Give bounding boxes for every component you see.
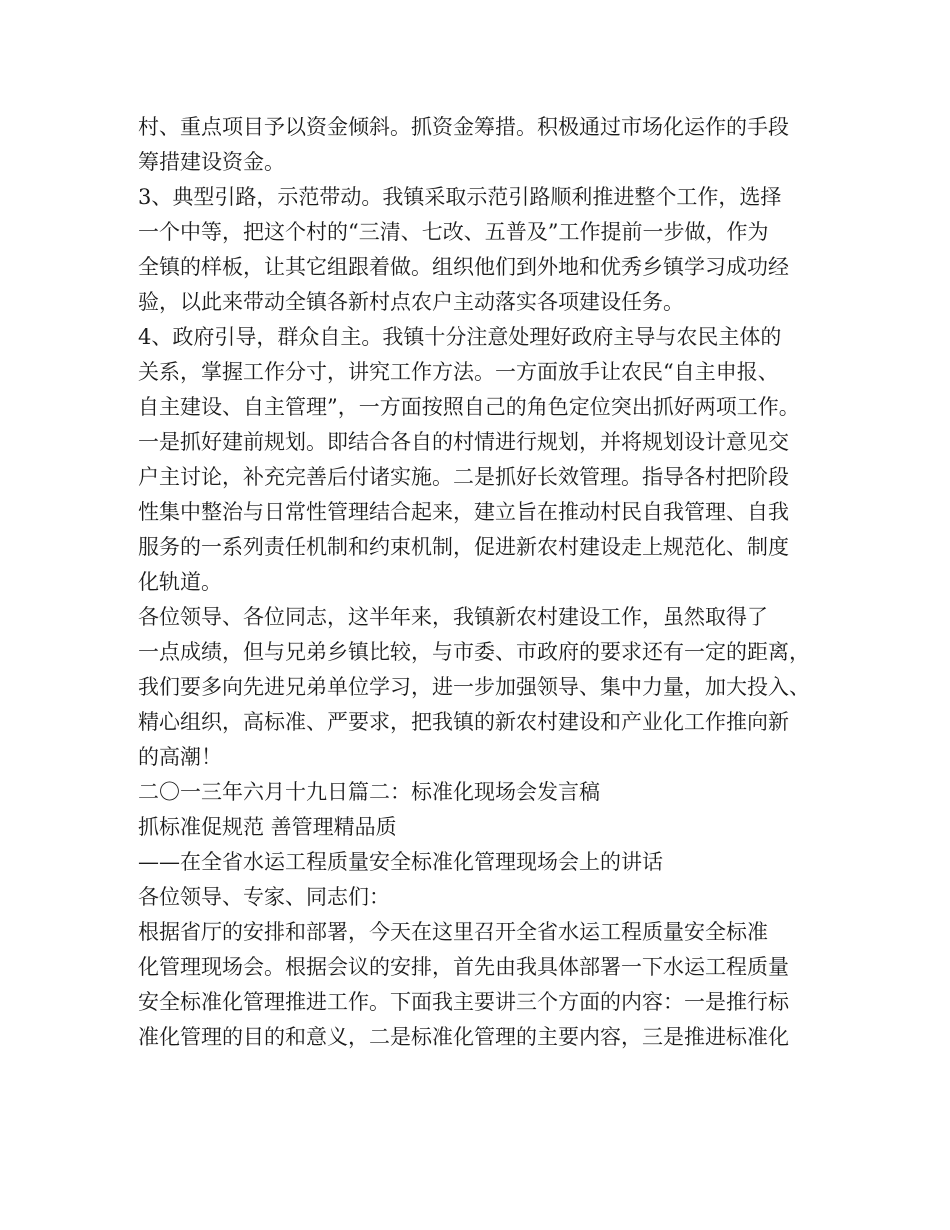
text-line: 筹措建设资金。 bbox=[138, 150, 285, 174]
text-line: 安全标准化管理推进工作。下面我主要讲三个方面的内容：一是推行标 bbox=[138, 990, 789, 1014]
text-line: 全镇的样板，让其它组跟着做。组织他们到外地和优秀乡镇学习成功经 bbox=[138, 255, 789, 279]
text-line: 3、典型引路，示范带动。我镇采取示范引路顺利推进整个工作，选择 bbox=[138, 185, 782, 209]
text-line: 准化管理的目的和意义，二是标准化管理的主要内容，三是推进标准化 bbox=[138, 1025, 789, 1049]
section-title: 抓标准促规范 善管理精品质 bbox=[138, 815, 397, 839]
text-line: 各位领导、各位同志，这半年来，我镇新农村建设工作，虽然取得了 bbox=[138, 605, 768, 629]
salutation: 各位领导、专家、同志们： bbox=[138, 885, 390, 909]
text-line: 服务的一系列责任机制和约束机制，促进新农村建设走上规范化、制度 bbox=[138, 535, 789, 559]
text-line: 一点成绩，但与兄弟乡镇比较，与市委、市政府的要求还有一定的距离， bbox=[138, 640, 810, 664]
text-line: 自主建设、自主管理”，一方面按照自己的角色定位突出抓好两项工作。 bbox=[138, 395, 800, 419]
text-line: 性集中整治与日常性管理结合起来，建立旨在推动村民自我管理、自我 bbox=[138, 500, 789, 524]
text-line: 二〇一三年六月十九日篇二：标准化现场会发言稿 bbox=[138, 780, 600, 804]
text-line: 化轨道。 bbox=[138, 570, 222, 594]
document-body bbox=[138, 110, 828, 1055]
text-line: 化管理现场会。根据会议的安排，首先由我具体部署一下水运工程质量 bbox=[138, 955, 789, 979]
text-line: 根据省厅的安排和部署，今天在这里召开全省水运工程质量安全标准 bbox=[138, 920, 768, 944]
text-line: 4、政府引导，群众自主。我镇十分注意处理好政府主导与农民主体的 bbox=[138, 325, 782, 349]
text-line: 一是抓好建前规划。即结合各自的村情进行规划，并将规划设计意见交 bbox=[138, 430, 789, 454]
text-line: 关系，掌握工作分寸，讲究工作方法。一方面放手让农民“自主申报、 bbox=[138, 360, 779, 384]
section-subtitle: ——在全省水运工程质量安全标准化管理现场会上的讲话 bbox=[138, 850, 663, 874]
text-line: 的高潮！ bbox=[138, 745, 222, 769]
text-line: 精心组织，高标准、严要求，把我镇的新农村建设和产业化工作推向新 bbox=[138, 710, 789, 734]
text-line: 户主讨论，补充完善后付诸实施。二是抓好长效管理。指导各村把阶段 bbox=[138, 465, 789, 489]
text-line: 一个中等，把这个村的“三清、七改、五普及”工作提前一步做，作为 bbox=[138, 220, 769, 244]
text-line: 我们要多向先进兄弟单位学习，进一步加强领导、集中力量，加大投入、 bbox=[138, 675, 810, 699]
text-line: 村、重点项目予以资金倾斜。抓资金筹措。积极通过市场化运作的手段 bbox=[138, 115, 789, 139]
text-line: 验，以此来带动全镇各新村点农户主动落实各项建设任务。 bbox=[138, 290, 684, 314]
